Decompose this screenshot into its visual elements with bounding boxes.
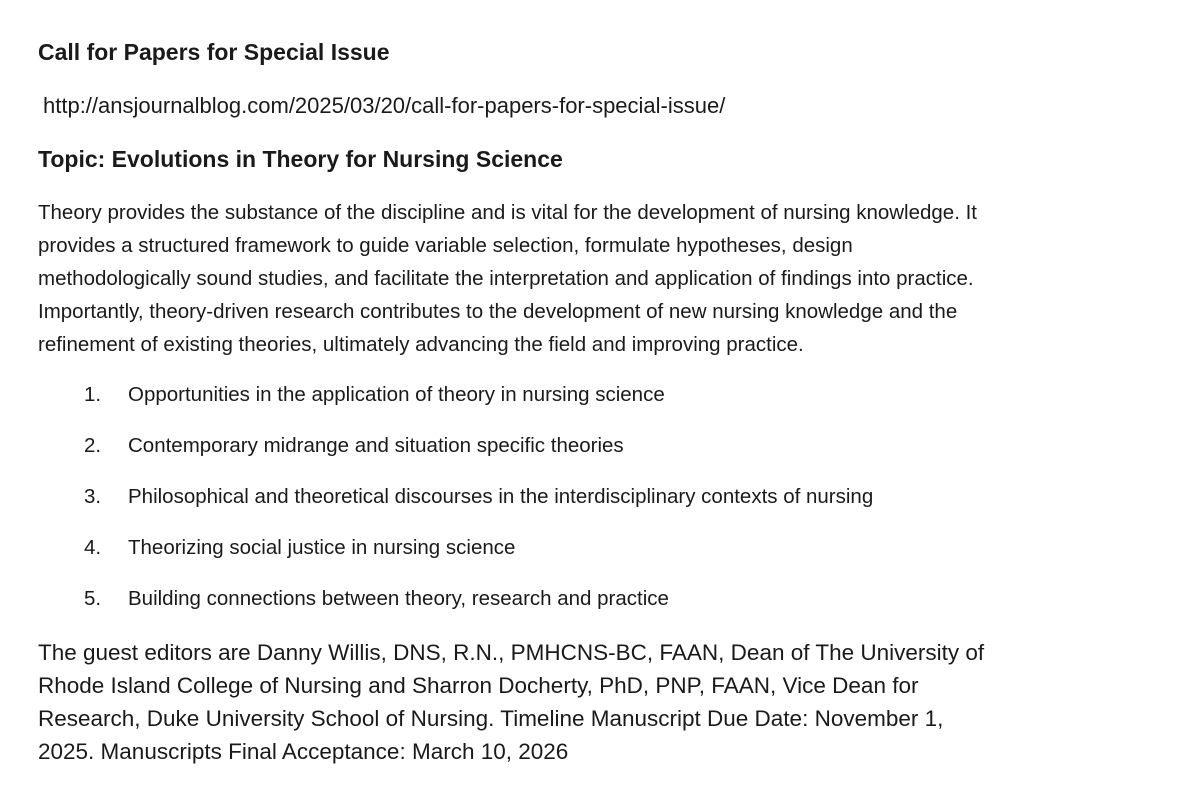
list-item-text: Philosophical and theoretical discourses in the interdisciplinary contexts of nursing [128, 485, 874, 508]
editors-line: 2025. Manuscripts Final Acceptance: March 10, 2026 [38, 739, 569, 764]
editors-line: The guest editors are Danny Willis, DNS, R.N., PMHCNS-BC, FAAN, Dean of The University of [38, 640, 985, 665]
intro-line: methodologically sound studies, and facilitate the interpretation and application of findings into practice. [38, 267, 974, 290]
list-item-number: 2. [84, 434, 102, 457]
editors-line: Research, Duke University School of Nursing. Timeline Manuscript Due Date: November 1, [38, 706, 944, 731]
intro-paragraph [38, 196, 1163, 361]
call-for-papers-link[interactable]: http://ansjournalblog.com/2025/03/20/call-for-papers-for-special-issue/ [43, 93, 726, 118]
list-item-text: Theorizing social justice in nursing science [128, 536, 516, 559]
intro-line: Importantly, theory-driven research contributes to the development of new nursing knowledge and the [38, 300, 958, 323]
document-title: Call for Papers for Special Issue [38, 39, 390, 65]
list-item-text: Contemporary midrange and situation specific theories [128, 434, 624, 457]
editors-line: Rhode Island College of Nursing and Sharron Docherty, PhD, PNP, FAAN, Vice Dean for [38, 673, 919, 698]
list-item-number: 5. [84, 587, 102, 610]
list-item-text: Building connections between theory, research and practice [128, 587, 669, 610]
list-item-number: 4. [84, 536, 102, 559]
intro-line: refinement of existing theories, ultimately advancing the field and improving practice. [38, 333, 804, 356]
intro-line: provides a structured framework to guide variable selection, formulate hypotheses, design [38, 234, 853, 257]
intro-line: Theory provides the substance of the discipline and is vital for the development of nursing knowledge. It [38, 201, 977, 224]
list-item-number: 1. [84, 383, 102, 406]
list-item-number: 3. [84, 485, 102, 508]
topic-heading: Topic: Evolutions in Theory for Nursing Science [38, 146, 563, 172]
editors-paragraph [38, 636, 1178, 768]
list-item-text: Opportunities in the application of theory in nursing science [128, 383, 665, 406]
